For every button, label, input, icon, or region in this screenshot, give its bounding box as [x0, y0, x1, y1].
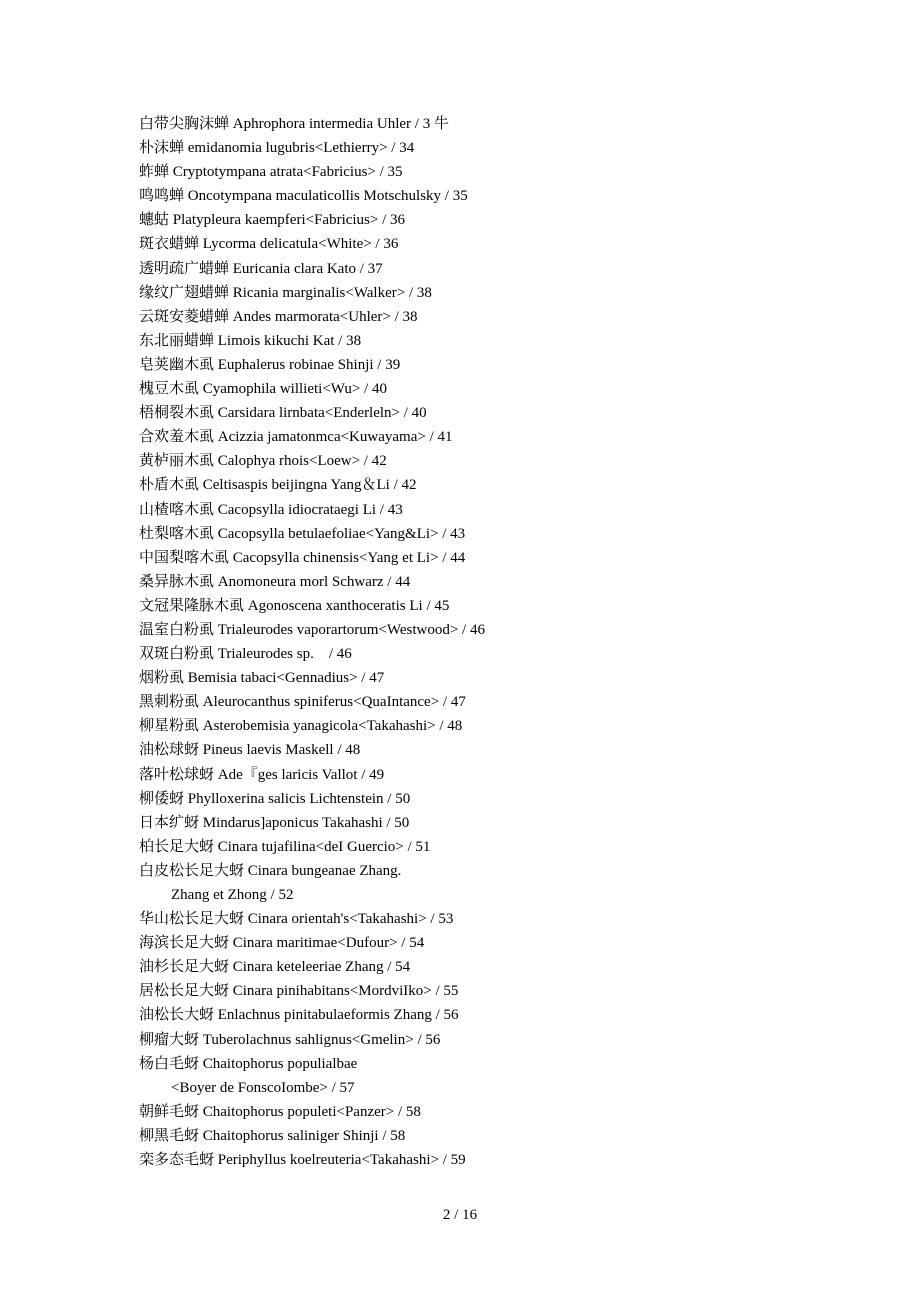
index-entry: 日本纩蚜 Mindarus]aponicus Takahashi / 50 — [139, 814, 410, 831]
index-entry: 蟪蛄 Platypleura kaempferi<Fabricius> / 36 — [139, 212, 406, 229]
index-entry: 白带尖胸沫蝉 Aphrophora intermedia Uhler / 3 牛 — [139, 116, 449, 132]
index-entry: 斑衣蜡蝉 Lycorma delicatula<White> / 36 — [139, 236, 399, 253]
index-entry-continuation: <Boyer de FonscoIombe> / 57 — [171, 1079, 355, 1096]
index-entry: 柳星粉虱 Asterobemisia yanagicola<Takahashi> / 48 — [139, 718, 463, 735]
index-entry: 槐豆木虱 Cyamophila willieti<Wu> / 40 — [139, 381, 387, 398]
index-entry: 华山松长足大蚜 Cinara orientah's<Takahashi> / 53 — [139, 911, 454, 928]
index-entry: 油松球蚜 Pineus laevis Maskell / 48 — [139, 742, 361, 759]
index-entry: 双斑白粉虱 Trialeurodes sp. / 46 — [139, 646, 352, 663]
index-entry: 东北丽蜡蝉 Limois kikuchi Kat / 38 — [139, 332, 362, 349]
index-entry: 朴沫蝉 emidanomia lugubris<Lethierry> / 34 — [139, 140, 415, 157]
index-entry: 黑刺粉虱 Aleurocanthus spiniferus<QuaIntance> / 47 — [139, 694, 466, 711]
index-entry: 山楂喀木虱 Cacopsylla idiocrataegi Li / 43 — [139, 501, 403, 518]
index-entry: 透明疏广蜡蝉 Euricania clara Kato / 37 — [139, 260, 383, 277]
index-entry: 蚱蝉 Cryptotympana atrata<Fabricius> / 35 — [139, 164, 403, 181]
index-entry: 合欢羞木虱 Acizzia jamatonmca<Kuwayama> / 41 — [139, 429, 453, 446]
index-entry: 油杉长足大蚜 Cinara keteleeriae Zhang / 54 — [139, 959, 411, 976]
index-entry: 温室白粉虱 Trialeurodes vaporartorum<Westwood> / 46 — [139, 621, 485, 638]
index-entry: 柏长足大蚜 Cinara tujafilina<deI Guercio> / 51 — [139, 838, 431, 855]
index-entry: 白皮松长足大蚜 Cinara bungeanae Zhang. — [139, 862, 402, 879]
index-entry: 梧桐裂木虱 Carsidara lirnbata<Enderleln> / 40 — [139, 405, 427, 422]
index-entry: 杨白毛蚜 Chaitophorus populialbae — [139, 1055, 358, 1072]
index-entry: 柳倭蚜 Phylloxerina salicis Lichtenstein / 50 — [139, 790, 411, 807]
index-entry: 朝鲜毛蚜 Chaitophorus populeti<Panzer> / 58 — [139, 1103, 421, 1120]
index-entry: 栾多态毛蚜 Periphyllus koelreuteria<Takahashi> / 59 — [139, 1152, 466, 1169]
index-entry: 杜梨喀木虱 Cacopsylla betulaefoliae<Yang&Li> / 43 — [139, 525, 466, 542]
index-entry: 中国梨喀木虱 Cacopsylla chinensis<Yang et Li> / 44 — [139, 549, 466, 566]
index-entry: 缘纹广翅蜡蝉 Ricania marginalis<Walker> / 38 — [139, 284, 432, 301]
index-entry: 油松长大蚜 Enlachnus pinitabulaeformis Zhang / 56 — [139, 1007, 459, 1024]
index-entry: 居松长足大蚜 Cinara pinihabitans<MordviIko> / 55 — [139, 983, 459, 1000]
index-entry: 文冠果隆脉木虱 Agonoscena xanthoceratis Li / 45 — [139, 597, 450, 614]
index-entry-list — [139, 112, 839, 1172]
index-entry: 皂荚幽木虱 Euphalerus robinae Shinji / 39 — [139, 356, 401, 373]
index-entry: 朴盾木虱 Celtisaspis beijingna Yang＆Li / 42 — [139, 477, 417, 494]
index-entry: 海滨长足大蚜 Cinara maritimae<Dufour> / 54 — [139, 935, 425, 952]
index-entry: 云斑安菱蜡蝉 Andes marmorata<Uhler> / 38 — [139, 308, 418, 325]
index-entry: 柳瘤大蚜 Tuberolachnus sahlignus<Gmelin> / 56 — [139, 1031, 441, 1048]
page-number: 2 / 16 — [442, 1207, 478, 1223]
index-entry: 落叶松球蚜 Ade『ges laricis Vallot / 49 — [139, 766, 385, 783]
index-entry: 鸣鸣蝉 Oncotympana maculaticollis Motschulsky / 35 — [139, 188, 468, 205]
index-entry: 烟粉虱 Bemisia tabaci<Gennadius> / 47 — [139, 670, 385, 687]
index-entry: 桑异脉木虱 Anomoneura morl Schwarz / 44 — [139, 573, 411, 590]
index-entry: 黄栌丽木虱 Calophya rhois<Loew> / 42 — [139, 453, 387, 470]
index-entry-continuation: Zhang et Zhong / 52 — [171, 887, 294, 903]
index-entry: 柳黑毛蚜 Chaitophorus saliniger Shinji / 58 — [139, 1127, 406, 1144]
